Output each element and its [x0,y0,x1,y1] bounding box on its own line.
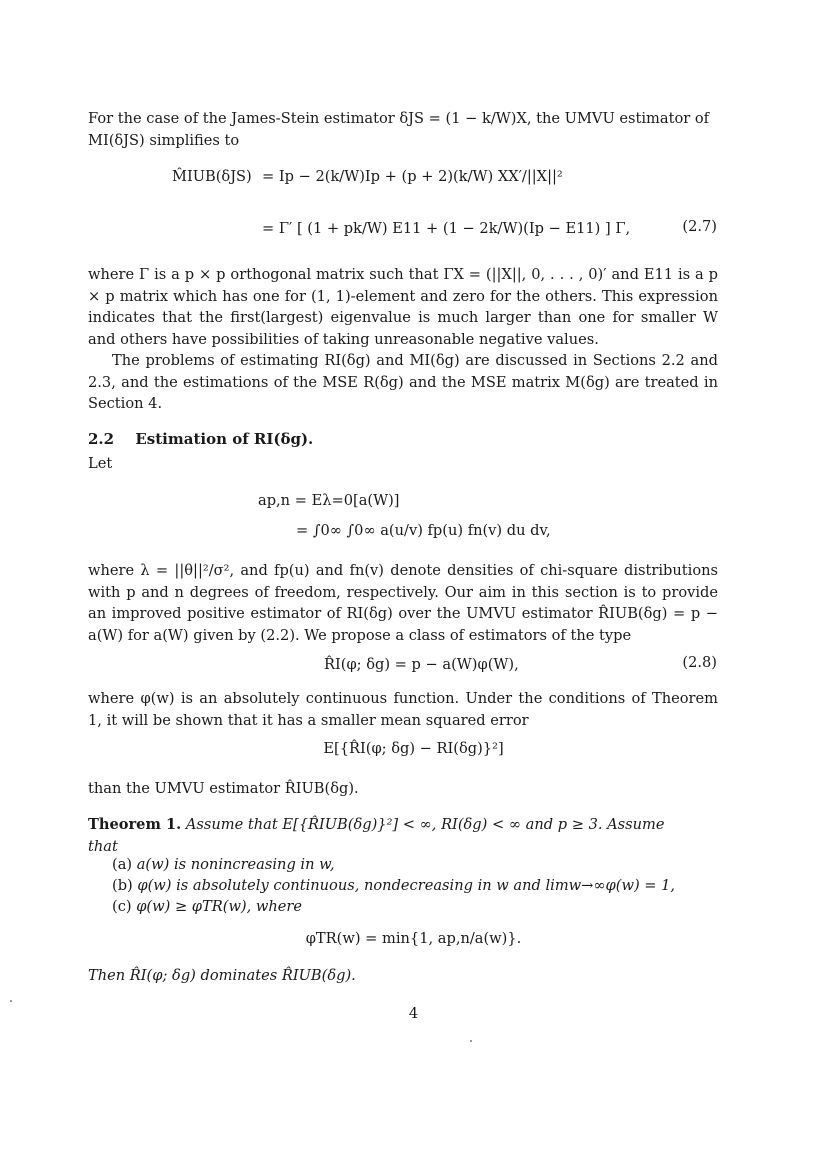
theorem-1 [88,814,718,857]
theorem-condition-a [112,856,335,873]
condition-b-text: φ(w) is absolutely continuous, nondecreasing in w and limw→∞φ(w) = 1, [137,877,676,894]
apn-definition-line-2: = ∫0∞ ∫0∞ a(u/v) fp(u) fn(v) du dv, [296,522,551,539]
section-heading [88,430,313,448]
intro-line-1: For the case of the James-Stein estimator δJS = (1 − k/W)X, the UMVU estimator of [88,110,710,127]
condition-b-label: (b) [112,877,133,894]
condition-a-label: (a) [112,856,133,873]
phi-tr-definition: φTR(w) = min{1, ap,n/a(w)}. [305,930,522,947]
theorem-that: that [88,837,118,855]
section-number: 2.2 [88,430,115,448]
equation-2-7-line-1: = Ip − 2(k/W)Ip + (p + 2)(k/W) XX′/||X||² [262,168,563,185]
theorem-label: Theorem 1. [88,816,182,833]
paragraph-gamma: where Γ is a p × p orthogonal matrix such that ΓX = (||X||, 0, . . . , 0)′ and E11 is a p × p matrix which has one for (1, 1)-element and zero for the others. This expression indicates that the first(largest) eigenvalue is much larger than one for smaller W and others have possibilities of taking unreasonable negative values. [88,266,718,348]
intro-text [88,108,718,151]
theorem-assumption: Assume that E[{R̂IUB(δg)}²] < ∞, RI(δg) < ∞ and p ≥ 3. Assume [185,816,665,833]
mse-expression: E[{R̂I(φ; δg) − RI(δg)}²] [323,740,504,757]
equation-2-8: R̂I(φ; δg) = p − a(W)φ(W), [324,656,519,673]
theorem-conclusion: Then R̂I(φ; δg) dominates R̂IUB(δg). [88,967,356,984]
than-umvu-text: than the UMVU estimator R̂IUB(δg). [88,780,359,797]
section-title: Estimation of RI(δg). [135,430,314,448]
condition-c-text: φ(w) ≥ φTR(w), where [136,898,303,915]
equation-number-2-7: (2.7) [682,218,717,235]
theorem-condition-b [112,877,675,894]
let-text: Let [88,455,113,472]
condition-a-text: a(w) is nonincreasing in w, [136,856,335,873]
scan-speck [470,1040,472,1042]
theorem-condition-c [112,898,302,915]
page-number: 4 [408,1005,419,1022]
paragraph-phi: where φ(w) is an absolutely continuous function. Under the conditions of Theorem 1, it will be shown that it has a smaller mean squared error [88,690,718,729]
equation-2-7-line-2: = Γ′ [ (1 + pk/W) E11 + (1 − 2k/W)(Ip − E11) ] Γ, [262,220,631,237]
scan-speck [10,1000,12,1002]
equation-2-7-lhs: M̂IUB(δJS) [172,168,252,185]
equation-number-2-8: (2.8) [682,654,717,671]
intro-line-2: MI(δJS) simplifies to [88,131,240,149]
apn-definition-line-1: ap,n = Eλ=0[a(W)] [258,492,400,509]
paragraph-problems: The problems of estimating RI(δg) and MI(δg) are discussed in Sections 2.2 and 2.3, and the estimations of the MSE R(δg) and the MSE matrix M(δg) are treated in Section 4. [88,352,718,412]
paragraph-aim: where λ = ||θ||²/σ², and fp(u) and fn(v) denote densities of chi-square distributions with p and n degrees of freedom, respectively. Our aim in this section is to provide an improved positive estimator of RI(δg) over the UMVU estimator R̂IUB(δg) = p − a(W) for a(W) given by (2.2). We propose a class of estimators of the type [88,562,718,644]
condition-c-label: (c) [112,898,132,915]
